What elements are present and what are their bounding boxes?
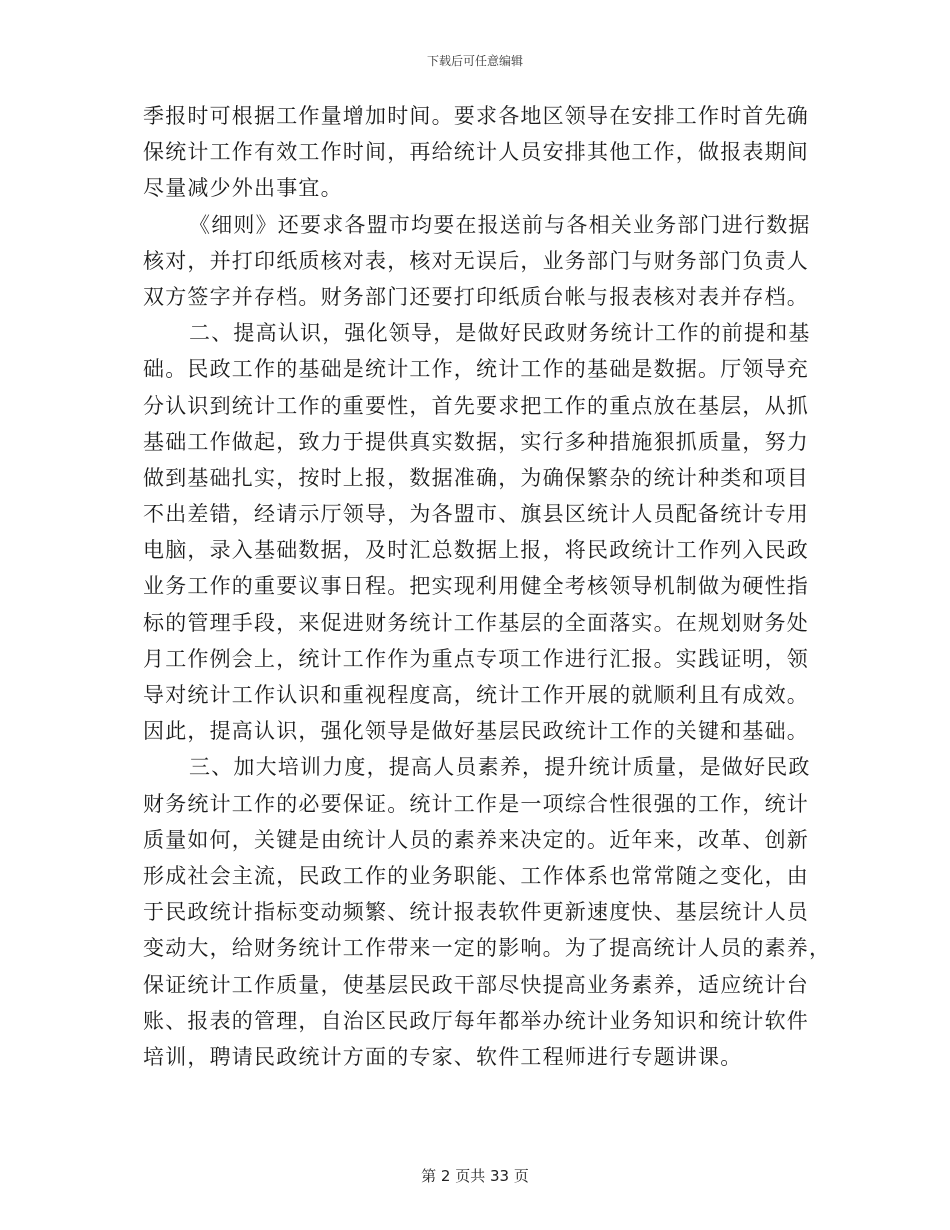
text-line: 因此，提高认识，强化领导是做好基层民政统计工作的关键和基础。 <box>143 719 809 744</box>
text-line: 电脑，录入基础数据，及时汇总数据上报，将民政统计工作列入民政 <box>143 538 809 563</box>
text-line: 尽量减少外出事宜。 <box>143 176 343 201</box>
paragraph <box>143 207 811 316</box>
text-line: 财务统计工作的必要保证。统计工作是一项综合性很强的工作，统计 <box>143 791 809 816</box>
text-line: 质量如何，关键是由统计人员的素养来决定的。近年来，改革、创新 <box>143 827 809 852</box>
text-line: 月工作例会上，统计工作作为重点专项工作进行汇报。实践证明，领 <box>143 646 809 671</box>
text-line: 形成社会主流，民政工作的业务职能、工作体系也常常随之变化，由 <box>143 863 809 888</box>
text-line: 保证统计工作质量，使基层民政干部尽快提高业务素养，适应统计台 <box>143 972 809 997</box>
text-line: 二、提高认识，强化领导，是做好民政财务统计工作的前提和基 <box>189 321 811 346</box>
text-line: 基础工作做起，致力于提供真实数据，实行多种措施狠抓质量，努力 <box>143 429 809 454</box>
text-line: 双方签字并存档。财务部门还要打印纸质台帐与报表核对表并存档。 <box>143 284 809 309</box>
document-body <box>143 98 832 1075</box>
text-line: 账、报表的管理，自治区民政厅每年都举办统计业务知识和统计软件 <box>143 1008 809 1033</box>
text-line: 变动大，给财务统计工作带来一定的影响。为了提高统计人员的素养， <box>143 936 832 961</box>
text-line: 业务工作的重要议事日程。把实现利用健全考核领导机制做为硬性指 <box>143 574 809 599</box>
text-line: 《细则》还要求各盟市均要在报送前与各相关业务部门进行数据 <box>189 212 811 237</box>
text-line: 季报时可根据工作量增加时间。要求各地区领导在安排工作时首先确 <box>143 104 809 128</box>
paragraph <box>143 98 811 207</box>
text-line: 础。民政工作的基础是统计工作，统计工作的基础是数据。厅领导充 <box>143 357 809 382</box>
page-header: 下载后可任意编辑 <box>426 54 523 68</box>
paragraph <box>143 749 832 1075</box>
text-line: 核对，并打印纸质核对表，核对无误后，业务部门与财务部门负责人 <box>143 248 809 273</box>
page-number: 第 2 页共 33 页 <box>421 1167 529 1185</box>
text-line: 做到基础扎实，按时上报，数据准确，为确保繁杂的统计种类和项目 <box>143 465 809 490</box>
text-line: 不出差错，经请示厅领导，为各盟市、旗县区统计人员配备统计专用 <box>143 502 809 527</box>
text-line: 于民政统计指标变动频繁、统计报表软件更新速度快、基层统计人员 <box>143 900 809 925</box>
text-line: 三、加大培训力度，提高人员素养，提升统计质量，是做好民政 <box>189 755 811 780</box>
text-line: 培训，聘请民政统计方面的专家、软件工程师进行专题讲课。 <box>143 1044 743 1069</box>
text-line: 分认识到统计工作的重要性，首先要求把工作的重点放在基层，从抓 <box>143 393 809 418</box>
text-line: 保统计工作有效工作时间，再给统计人员安排其他工作，做报表期间 <box>143 140 809 165</box>
text-line: 标的管理手段，来促进财务统计工作基层的全面落实。在规划财务处 <box>143 610 809 635</box>
paragraph <box>143 315 811 749</box>
text-line: 导对统计工作认识和重视程度高，统计工作开展的就顺利且有成效。 <box>143 683 809 707</box>
